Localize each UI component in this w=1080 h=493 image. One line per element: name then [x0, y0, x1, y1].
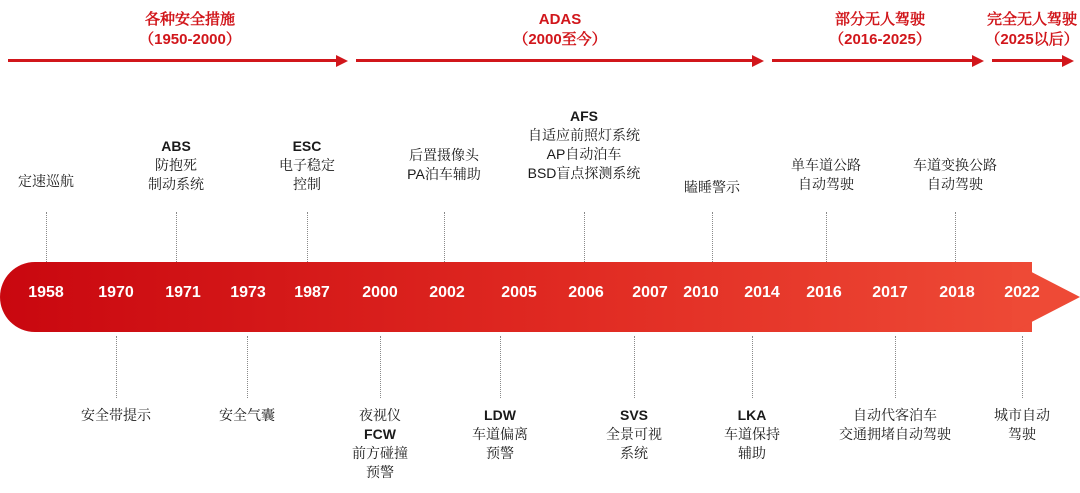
event-abs	[148, 137, 204, 194]
event-cruise-control-line-1: 定速巡航	[18, 173, 74, 189]
event-abs-connector	[176, 212, 177, 262]
event-ldw-line-1: LDW	[484, 407, 516, 423]
phase-adas-arrow	[356, 55, 764, 67]
event-abs-line-3: 制动系统	[148, 176, 204, 192]
event-urban-autonomous-line-1: 城市自动	[994, 407, 1050, 423]
event-svs	[606, 406, 662, 463]
event-airbag	[219, 406, 275, 425]
event-rear-camera-pa-connector	[444, 212, 445, 262]
phase-full-autonomy-title-line2: （2025以后）	[985, 31, 1079, 48]
event-night-vision-fcw	[352, 406, 408, 482]
event-lka	[724, 406, 780, 463]
timeline-year: 2010	[683, 284, 719, 301]
timeline-year: 2014	[744, 284, 780, 301]
event-esc	[279, 137, 335, 194]
event-afs-ap-bsd	[528, 107, 641, 183]
phase-safety-arrow-bar	[8, 59, 337, 62]
event-seatbelt-reminder-line-1: 安全带提示	[81, 407, 151, 423]
event-drowsiness-alert-connector	[712, 212, 713, 262]
event-drowsiness-alert	[684, 178, 740, 197]
phase-safety-title	[80, 10, 300, 50]
event-afs-ap-bsd-line-4: BSD盲点探测系统	[527, 165, 641, 181]
event-lka-line-1: LKA	[737, 407, 767, 423]
event-rear-camera-pa-line-1: 后置摄像头	[408, 147, 479, 163]
phase-adas-title	[450, 10, 670, 50]
phase-full-autonomy-title-line1: 完全无人驾驶	[986, 11, 1077, 28]
event-lka-line-2: 车道保持	[724, 426, 780, 442]
phase-adas-title-line1: ADAS	[538, 11, 582, 28]
event-afs-ap-bsd-line-2: 自适应前照灯系统	[527, 127, 640, 143]
phase-full-autonomy-title	[952, 10, 1080, 50]
phase-adas-title-line2: （2000至今）	[513, 31, 607, 48]
event-night-vision-fcw-line-3: 前方碰撞	[352, 445, 408, 461]
phase-partial-autonomy-arrow	[772, 55, 984, 67]
phase-partial-autonomy-title-line2: （2016-2025）	[829, 31, 931, 48]
timeline-year: 2000	[362, 284, 398, 301]
event-valet-traffic-jam	[839, 406, 951, 444]
arrow-head-icon	[752, 55, 764, 67]
event-valet-traffic-jam-line-2: 交通拥堵自动驾驶	[839, 426, 951, 442]
event-night-vision-fcw-line-1: 夜视仪	[359, 407, 401, 423]
phase-safety-title-line1: 各种安全措施	[144, 11, 235, 28]
phase-partial-autonomy-arrow-bar	[772, 59, 973, 62]
event-single-lane-highway-line-2: 自动驾驶	[798, 176, 854, 192]
event-ldw	[472, 406, 528, 463]
phase-partial-autonomy-title	[800, 10, 960, 50]
event-abs-line-2: 防抱死	[155, 157, 197, 173]
event-lane-change-highway-line-2: 自动驾驶	[927, 176, 983, 192]
event-seatbelt-reminder	[81, 406, 151, 425]
timeline-arrow	[0, 262, 1080, 332]
event-lka-connector	[752, 336, 753, 398]
event-afs-ap-bsd-line-1: AFS	[569, 108, 598, 124]
event-rear-camera-pa	[407, 146, 481, 184]
timeline-year: 2006	[568, 284, 604, 301]
event-single-lane-highway-line-1: 单车道公路	[791, 157, 861, 173]
timeline-year: 1971	[165, 284, 201, 301]
event-single-lane-highway	[791, 156, 861, 194]
event-esc-line-3: 控制	[293, 176, 321, 192]
event-ldw-line-2: 车道偏离	[472, 426, 528, 442]
event-ldw-line-3: 预警	[486, 445, 514, 461]
event-urban-autonomous-line-2: 驾驶	[1008, 426, 1036, 442]
event-night-vision-fcw-line-4: 预警	[366, 464, 394, 480]
phase-partial-autonomy-title-line1: 部分无人驾驶	[834, 11, 925, 28]
timeline-year: 1973	[230, 284, 266, 301]
phase-safety-title-line2: （1950-2000）	[139, 31, 241, 48]
arrow-head-icon	[1062, 55, 1074, 67]
event-single-lane-highway-connector	[826, 212, 827, 262]
timeline-year: 2005	[501, 284, 537, 301]
event-lka-line-3: 辅助	[738, 445, 766, 461]
phase-full-autonomy-arrow-bar	[992, 59, 1063, 62]
timeline-year: 2017	[872, 284, 908, 301]
event-airbag-connector	[247, 336, 248, 398]
event-valet-traffic-jam-connector	[895, 336, 896, 398]
event-urban-autonomous-connector	[1022, 336, 1023, 398]
event-esc-connector	[307, 212, 308, 262]
event-drowsiness-alert-line-1: 瞌睡警示	[684, 179, 740, 195]
phase-full-autonomy-arrow	[992, 55, 1074, 67]
event-lane-change-highway	[913, 156, 997, 194]
arrow-head-icon	[972, 55, 984, 67]
phase-safety-arrow	[8, 55, 348, 67]
timeline-year: 1970	[98, 284, 134, 301]
event-abs-line-1: ABS	[161, 138, 191, 154]
event-svs-line-2: 全景可视	[606, 426, 662, 442]
event-lane-change-highway-line-1: 车道变换公路	[913, 157, 997, 173]
event-airbag-line-1: 安全气囊	[219, 407, 275, 423]
event-seatbelt-reminder-connector	[116, 336, 117, 398]
event-night-vision-fcw-line-2: FCW	[364, 426, 396, 442]
event-night-vision-fcw-connector	[380, 336, 381, 398]
timeline-year: 1987	[294, 284, 330, 301]
event-valet-traffic-jam-line-1: 自动代客泊车	[853, 407, 937, 423]
event-esc-line-1: ESC	[292, 138, 322, 154]
event-cruise-control	[18, 172, 74, 191]
event-urban-autonomous	[994, 406, 1050, 444]
event-lane-change-highway-connector	[955, 212, 956, 262]
timeline-year: 2007	[632, 284, 668, 301]
timeline-year: 2022	[1004, 284, 1040, 301]
event-cruise-control-connector	[46, 212, 47, 262]
arrow-head-icon	[336, 55, 348, 67]
timeline-year: 2016	[806, 284, 842, 301]
phase-adas-arrow-bar	[356, 59, 753, 62]
timeline-year: 2018	[939, 284, 975, 301]
event-rear-camera-pa-line-2: PA泊车辅助	[407, 166, 481, 182]
event-afs-ap-bsd-line-3: AP自动泊车	[546, 146, 622, 162]
event-ldw-connector	[500, 336, 501, 398]
event-svs-line-1: SVS	[619, 407, 648, 423]
event-afs-ap-bsd-connector	[584, 212, 585, 262]
timeline-year: 2002	[429, 284, 465, 301]
event-svs-connector	[634, 336, 635, 398]
event-esc-line-2: 电子稳定	[279, 157, 335, 173]
timeline-year: 1958	[28, 284, 64, 301]
event-svs-line-3: 系统	[620, 445, 648, 461]
